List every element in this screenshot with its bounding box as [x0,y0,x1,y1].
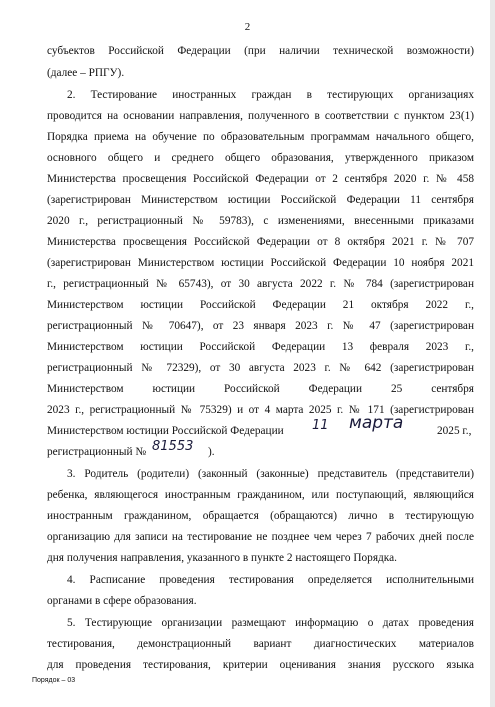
page-number: 2 [244,21,251,33]
handwritten-reg-number: 81553 [152,439,194,454]
text-line: регистрационный № 70647), от 23 января 2023 г. № 47 (зарегистрирован [47,320,474,332]
text-line: проводится на основании направления, полученного в соответствии с пунктом 23(1) [47,110,474,122]
text-line: тестирования, демонстрационный вариант диагностических материалов [47,638,474,650]
text-line: 2025 г., [437,425,472,437]
text-line: Министерством юстиции Российской Федерации 21 октября 2022 г., [47,299,474,311]
text-line: регистрационный № 72329), от 30 августа 2023 г. № 642 (зарегистрирован [47,362,474,374]
text-line: г., регистрационный № 65743), от 30 августа 2022 г. № 784 (зарегистрирован [47,278,474,290]
text-line: организацию для записи на тестирование не позднее чем через 7 рабочих дней после [47,531,474,543]
text-line: регистрационный № [47,446,147,458]
text-line: Министерством юстиции Российской Федерации 13 февраля 2023 г., [47,341,474,353]
text-line: Министерством юстиции Российской Федерации [47,425,284,437]
paragraph-3-start: 3. Родитель (родители) (законный (законные) представитель (представители) [67,468,474,480]
paragraph-4-start: 4. Расписание проведения тестирования определяется исполнительными [67,574,474,586]
text-line: (зарегистрирован Министерством юстиции Российской Федерации 10 ноября 2021 [47,257,474,269]
paragraph-5-start: 5. Тестирующие организации размещают информацию о датах проведения [67,617,474,629]
text-line: (зарегистрирован Министерством юстиции Российской Федерации 11 сентября [47,194,474,206]
text-line: субъектов Российской Федерации (при наличии технической возможности) [47,45,474,57]
text-line: для проведения тестирования, критерии оценивания знания русского языка [47,659,474,671]
text-line: иностранным гражданином, обращается (обращаются) лично в тестирующую [47,510,474,522]
text-line: Министерством юстиции Российской Федерации 25 сентября [47,383,474,395]
text-line: (далее – РПГУ). [47,67,125,79]
text-line: Министерства просвещения Российской Федерации от 8 октября 2021 г. № 707 [47,236,474,248]
footer-label: Порядок – 03 [32,677,76,684]
paragraph-2-start: 2. Тестирование иностранных граждан в тестирующих организациях [67,89,474,101]
text-line: основного общего и среднего общего образования, утвержденного приказом [47,152,474,164]
text-line: Порядка приема на обучение по образовательным программам начального общего, [47,131,474,143]
text-line: ребенка, являющегося иностранным гражданином, или поступающий, являющийся [47,489,474,501]
scan-edge [490,0,495,707]
text-line: 2023 г., регистрационный № 75329) и от 4 марта 2025 г. № 171 (зарегистрирован [47,404,474,416]
text-line: 2020 г., регистрационный № 59783), с изменениями, внесенными приказами [47,215,474,227]
text-line: ). [208,446,215,458]
handwritten-day: 11 [312,418,329,433]
text-line: Министерства просвещения Российской Федерации от 2 сентября 2020 г. № 458 [47,173,474,185]
text-line: органами в сфере образования. [47,595,197,607]
text-line: дня получения направления, указанного в пункте 2 настоящего Порядка. [47,552,397,564]
handwritten-month: марта [349,413,404,433]
